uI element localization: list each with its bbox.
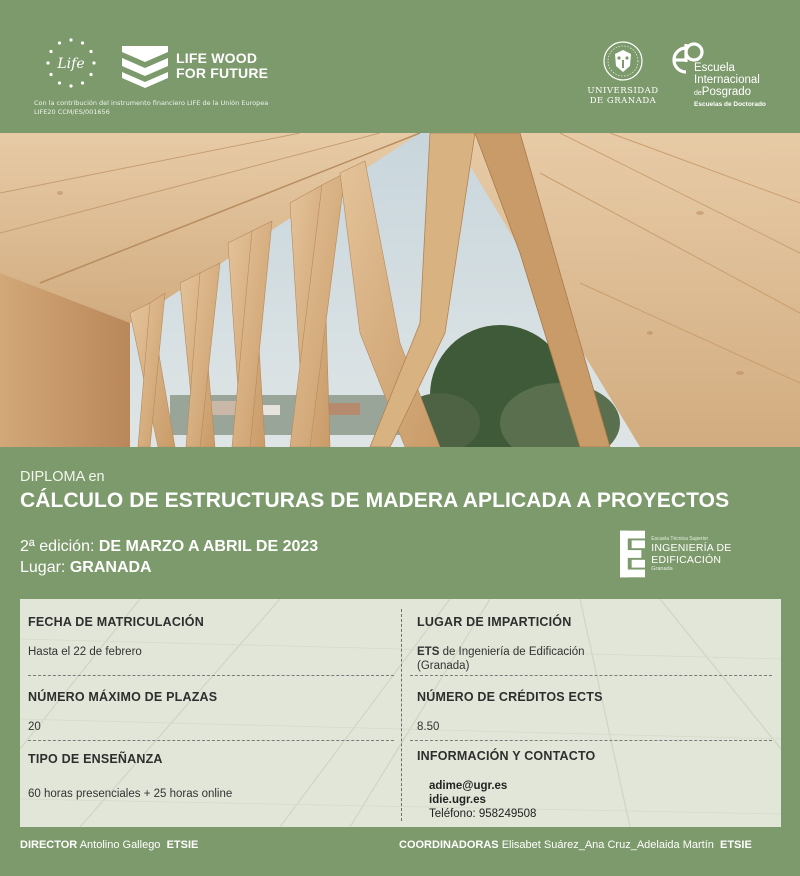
place-value: GRANADA xyxy=(69,559,152,576)
ie-mark-icon xyxy=(620,530,645,578)
title-area xyxy=(20,468,800,514)
ects-label: NÚMERO DE CRÉDITOS ECTS xyxy=(417,690,603,704)
header xyxy=(0,0,800,133)
ugr-line1: UNIVERSIDAD xyxy=(587,86,659,96)
teaching-type-label: TIPO DE ENSEÑANZA xyxy=(28,752,163,766)
lwf-line2: FOR FUTURE xyxy=(176,65,269,81)
ugr-line2: DE GRANADA xyxy=(589,96,657,106)
eip-line1: Escuela xyxy=(694,62,735,74)
director-label: DIRECTOR xyxy=(20,839,78,851)
info-left-column xyxy=(20,599,400,827)
course-title: CÁLCULO DE ESTRUCTURAS DE MADERA APLICADA A PROYECTOS xyxy=(20,489,730,512)
edition-value: DE MARZO A ABRIL DE 2023 xyxy=(98,538,319,555)
director-credit xyxy=(20,839,198,851)
max-places-label: NÚMERO MÁXIMO DE PLAZAS xyxy=(28,690,218,704)
footer xyxy=(0,835,800,857)
ie-main-text: INGENIERÍA DE EDIFICACIÓN xyxy=(651,542,732,566)
place-label: Lugar: xyxy=(20,559,66,576)
diploma-label: DIPLOMA en xyxy=(20,469,105,485)
ects-value: 8.50 xyxy=(417,721,440,733)
max-places-value: 20 xyxy=(28,721,41,733)
ie-small-text: Escuela Técnica Superior xyxy=(651,536,709,542)
contact-email[interactable]: adime@ugr.es xyxy=(429,780,508,792)
director-org: ETSIE xyxy=(166,839,199,851)
ingenieria-edificacion-logo xyxy=(620,530,800,578)
life-contribution-text: Con la contribución del instrumento financiero LIFE de la Unión Europea LIFE20 CCM/ES/001656 xyxy=(34,99,269,116)
coordinators-names: Elisabet Suárez_Ana Cruz_Adelaida Martín xyxy=(501,839,714,851)
teaching-type-value: 60 horas presenciales + 25 horas online xyxy=(28,788,233,800)
contact-label: INFORMACIÓN Y CONTACTO xyxy=(417,749,596,763)
contact-details xyxy=(429,779,536,821)
ugr-logo xyxy=(584,40,662,106)
info-right-column xyxy=(409,599,781,827)
life-logo-text: Life xyxy=(57,56,85,72)
contact-phone: Teléfono: 958249508 xyxy=(429,808,537,820)
ie-city-text: Granada xyxy=(651,566,673,572)
venue-value xyxy=(417,645,585,673)
enrollment-value: Hasta el 22 de febrero xyxy=(28,646,142,658)
enrollment-label: FECHA DE MATRICULACIÓN xyxy=(28,615,204,629)
venue-label: LUGAR DE IMPARTICIÓN xyxy=(417,615,572,629)
coordinators-label: COORDINADORAS xyxy=(399,839,499,851)
edition-info xyxy=(20,536,318,578)
venue-bold: ETS xyxy=(417,646,440,658)
coordinators-org: ETSIE xyxy=(720,839,752,851)
eip-line3-prefix: de xyxy=(694,90,702,97)
director-name: Antolino Gallego xyxy=(79,839,161,851)
eip-line2: Internacional xyxy=(694,74,760,86)
timber-structure-photo xyxy=(0,133,800,447)
eip-line3: Posgrado xyxy=(701,86,752,98)
ugr-crest-icon xyxy=(603,40,643,82)
column-divider xyxy=(401,609,402,821)
edition-label: 2ª edición: xyxy=(20,538,95,555)
venue-line2: (Granada) xyxy=(417,660,470,672)
coordinators-credit xyxy=(399,839,752,851)
lwf-chevron-icon xyxy=(120,42,170,90)
life-logo xyxy=(44,36,98,90)
lwf-line1: LIFE WOOD xyxy=(176,50,258,66)
eip-subtitle: Escuelas de Doctorado xyxy=(694,101,766,108)
info-panel xyxy=(20,599,781,827)
contact-web[interactable]: idie.ugr.es xyxy=(429,794,486,806)
life-wood-for-future-logo xyxy=(120,42,268,90)
venue-rest: de Ingeniería de Edificación xyxy=(439,646,585,658)
